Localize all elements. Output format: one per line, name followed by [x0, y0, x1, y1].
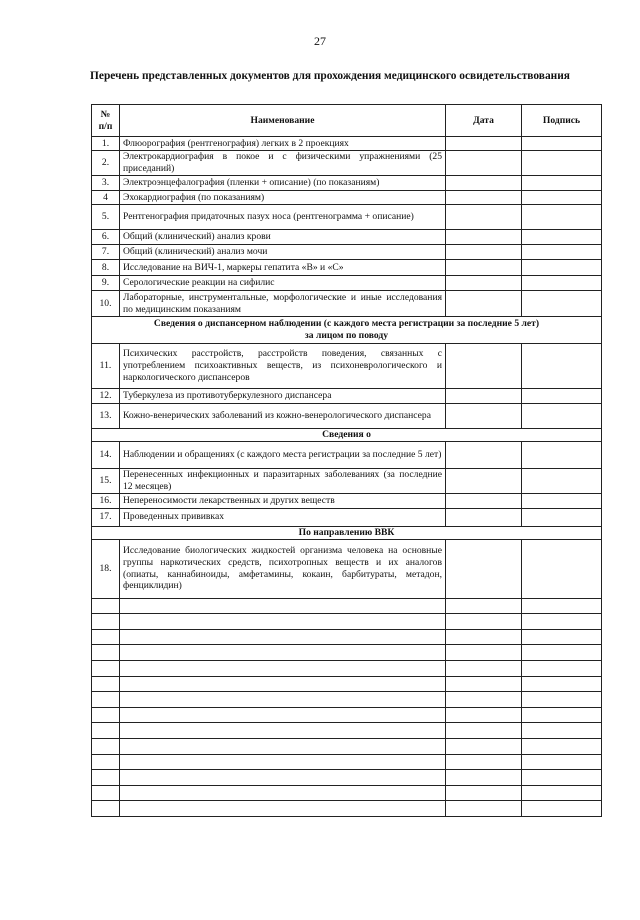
row-number: 3.: [92, 176, 120, 191]
blank-signature-cell[interactable]: [522, 754, 602, 770]
date-cell[interactable]: [446, 291, 522, 317]
date-cell[interactable]: [446, 151, 522, 176]
signature-cell[interactable]: [522, 230, 602, 245]
row-name: Проведенных прививках: [120, 508, 446, 526]
row-number: 4: [92, 191, 120, 205]
blank-date-cell[interactable]: [446, 676, 522, 692]
row-name: Наблюдении и обращениях (с каждого места регистрации за последние 5 лет): [120, 441, 446, 468]
row-number: 13.: [92, 404, 120, 429]
blank-signature-cell[interactable]: [522, 801, 602, 817]
row-number: 16.: [92, 493, 120, 508]
blank-signature-cell[interactable]: [522, 676, 602, 692]
blank-date-cell[interactable]: [446, 629, 522, 645]
row-name: Исследование на ВИЧ-1, маркеры гепатита «В» и «С»: [120, 260, 446, 276]
blank-name-cell[interactable]: [120, 723, 446, 739]
row-number: 9.: [92, 276, 120, 291]
signature-cell[interactable]: [522, 539, 602, 598]
signature-cell[interactable]: [522, 389, 602, 404]
table-row: [92, 245, 602, 260]
blank-signature-cell[interactable]: [522, 738, 602, 754]
row-name: Перенесенных инфекционных и паразитарных заболеваниях (за последние 12 месяцев): [120, 468, 446, 493]
row-name: Кожно-венерических заболеваний из кожно-венерологического диспансера: [120, 404, 446, 429]
blank-number-cell: [92, 754, 120, 770]
row-name: Исследование биологических жидкостей организма человека на основные группы наркотических средств, психотропных веществ и их аналогов (опиаты, каннабиноиды, амфетамины, кокаин, барбитураты, метадон, фенциклидин): [120, 539, 446, 598]
blank-date-cell[interactable]: [446, 770, 522, 786]
table-row: [92, 493, 602, 508]
blank-row: [92, 660, 602, 676]
documents-table: [91, 104, 602, 817]
document-title: Перечень представленных документов для прохождения медицинского освидетельствования: [90, 70, 570, 82]
signature-cell[interactable]: [522, 344, 602, 389]
signature-cell[interactable]: [522, 191, 602, 205]
blank-number-cell: [92, 785, 120, 801]
date-cell[interactable]: [446, 468, 522, 493]
signature-cell[interactable]: [522, 441, 602, 468]
row-name: Непереносимости лекарственных и других веществ: [120, 493, 446, 508]
page-number: 27: [314, 34, 326, 48]
section-row: [92, 317, 602, 344]
blank-name-cell[interactable]: [120, 707, 446, 723]
blank-row: [92, 692, 602, 708]
signature-cell[interactable]: [522, 245, 602, 260]
blank-signature-cell[interactable]: [522, 785, 602, 801]
blank-row: [92, 598, 602, 614]
row-name: Лабораторные, инструментальные, морфологические и иные исследования по медицинским показаниям: [120, 291, 446, 317]
blank-number-cell: [92, 645, 120, 661]
table-body: [92, 137, 602, 817]
signature-cell[interactable]: [522, 205, 602, 230]
section-heading: Сведения о диспансерном наблюдении (с каждого места регистрации за последние 5 лет) за лицом по поводу: [92, 317, 602, 344]
blank-row: [92, 785, 602, 801]
blank-row: [92, 770, 602, 786]
signature-cell[interactable]: [522, 493, 602, 508]
date-cell[interactable]: [446, 389, 522, 404]
blank-date-cell[interactable]: [446, 645, 522, 661]
signature-cell[interactable]: [522, 137, 602, 151]
blank-name-cell[interactable]: [120, 692, 446, 708]
table-header-row: [92, 105, 602, 137]
row-number: 2.: [92, 151, 120, 176]
blank-number-cell: [92, 801, 120, 817]
blank-number-cell: [92, 614, 120, 630]
blank-row: [92, 614, 602, 630]
date-cell[interactable]: [446, 191, 522, 205]
table-row: [92, 441, 602, 468]
blank-date-cell[interactable]: [446, 707, 522, 723]
table-row: [92, 539, 602, 598]
column-header-name: Наименование: [120, 105, 446, 137]
row-number: 5.: [92, 205, 120, 230]
signature-cell[interactable]: [522, 260, 602, 276]
blank-name-cell[interactable]: [120, 801, 446, 817]
row-name: Флюорография (рентгенография) легких в 2 проекциях: [120, 137, 446, 151]
table-row: [92, 276, 602, 291]
blank-name-cell[interactable]: [120, 614, 446, 630]
blank-signature-cell[interactable]: [522, 614, 602, 630]
signature-cell[interactable]: [522, 176, 602, 191]
date-cell[interactable]: [446, 205, 522, 230]
row-number: 12.: [92, 389, 120, 404]
row-number: 6.: [92, 230, 120, 245]
table-row: [92, 260, 602, 276]
section-heading: Сведения о: [92, 429, 602, 442]
row-name: Общий (клинический) анализ мочи: [120, 245, 446, 260]
blank-row: [92, 738, 602, 754]
blank-number-cell: [92, 707, 120, 723]
signature-cell[interactable]: [522, 151, 602, 176]
date-cell[interactable]: [446, 539, 522, 598]
row-name: Рентгенография придаточных пазух носа (рентгенограмма + описание): [120, 205, 446, 230]
blank-date-cell[interactable]: [446, 598, 522, 614]
date-cell[interactable]: [446, 137, 522, 151]
blank-row: [92, 707, 602, 723]
table-row: [92, 389, 602, 404]
blank-name-cell[interactable]: [120, 676, 446, 692]
blank-date-cell[interactable]: [446, 801, 522, 817]
blank-row: [92, 629, 602, 645]
signature-cell[interactable]: [522, 468, 602, 493]
blank-signature-cell[interactable]: [522, 723, 602, 739]
blank-number-cell: [92, 660, 120, 676]
date-cell[interactable]: [446, 344, 522, 389]
row-name: Эхокардиография (по показаниям): [120, 191, 446, 205]
row-name: Серологические реакции на сифилис: [120, 276, 446, 291]
row-number: 18.: [92, 539, 120, 598]
blank-row: [92, 723, 602, 739]
row-name: Электрокардиография в покое и с физическими упражнениями (25 приседаний): [120, 151, 446, 176]
row-name: Электроэнцефалография (пленки + описание) (по показаниям): [120, 176, 446, 191]
table-row: [92, 151, 602, 176]
column-header-signature: Подпись: [522, 105, 602, 137]
blank-row: [92, 676, 602, 692]
blank-signature-cell[interactable]: [522, 770, 602, 786]
row-name: Туберкулеза из противотуберкулезного диспансера: [120, 389, 446, 404]
row-number: 17.: [92, 508, 120, 526]
table-row: [92, 191, 602, 205]
blank-number-cell: [92, 770, 120, 786]
date-cell[interactable]: [446, 508, 522, 526]
blank-number-cell: [92, 676, 120, 692]
blank-signature-cell[interactable]: [522, 598, 602, 614]
blank-name-cell[interactable]: [120, 645, 446, 661]
blank-signature-cell[interactable]: [522, 629, 602, 645]
signature-cell[interactable]: [522, 276, 602, 291]
date-cell[interactable]: [446, 230, 522, 245]
blank-number-cell: [92, 598, 120, 614]
row-number: 14.: [92, 441, 120, 468]
section-row: [92, 526, 602, 539]
blank-signature-cell[interactable]: [522, 645, 602, 661]
blank-date-cell[interactable]: [446, 660, 522, 676]
blank-signature-cell[interactable]: [522, 707, 602, 723]
table-row: [92, 344, 602, 389]
table-row: [92, 176, 602, 191]
row-number: 10.: [92, 291, 120, 317]
table-row: [92, 230, 602, 245]
table-row: [92, 468, 602, 493]
blank-signature-cell[interactable]: [522, 692, 602, 708]
table-row: [92, 205, 602, 230]
column-header-date: Дата: [446, 105, 522, 137]
blank-date-cell[interactable]: [446, 785, 522, 801]
date-cell[interactable]: [446, 276, 522, 291]
blank-number-cell: [92, 738, 120, 754]
table-row: [92, 508, 602, 526]
row-name: Психических расстройств, расстройств поведения, связанных с употреблением психоактивных веществ, из психоневрологического и наркологического диспансеров: [120, 344, 446, 389]
blank-number-cell: [92, 723, 120, 739]
table-row: [92, 404, 602, 429]
blank-number-cell: [92, 629, 120, 645]
date-cell[interactable]: [446, 441, 522, 468]
date-cell[interactable]: [446, 493, 522, 508]
blank-name-cell[interactable]: [120, 629, 446, 645]
blank-name-cell[interactable]: [120, 738, 446, 754]
column-header-number: № п/п: [92, 105, 120, 137]
date-cell[interactable]: [446, 260, 522, 276]
date-cell[interactable]: [446, 245, 522, 260]
blank-name-cell[interactable]: [120, 660, 446, 676]
row-number: 11.: [92, 344, 120, 389]
blank-date-cell[interactable]: [446, 738, 522, 754]
signature-cell[interactable]: [522, 291, 602, 317]
blank-row: [92, 801, 602, 817]
blank-date-cell[interactable]: [446, 614, 522, 630]
row-number: 1.: [92, 137, 120, 151]
table-row: [92, 137, 602, 151]
table-row: [92, 291, 602, 317]
row-number: 15.: [92, 468, 120, 493]
section-row: [92, 429, 602, 442]
blank-name-cell[interactable]: [120, 770, 446, 786]
signature-cell[interactable]: [522, 404, 602, 429]
section-heading: По направлению ВВК: [92, 526, 602, 539]
signature-cell[interactable]: [522, 508, 602, 526]
blank-name-cell[interactable]: [120, 598, 446, 614]
blank-date-cell[interactable]: [446, 692, 522, 708]
blank-row: [92, 754, 602, 770]
row-number: 8.: [92, 260, 120, 276]
row-name: Общий (клинический) анализ крови: [120, 230, 446, 245]
blank-name-cell[interactable]: [120, 754, 446, 770]
blank-name-cell[interactable]: [120, 785, 446, 801]
blank-row: [92, 645, 602, 661]
blank-number-cell: [92, 692, 120, 708]
blank-signature-cell[interactable]: [522, 660, 602, 676]
blank-date-cell[interactable]: [446, 723, 522, 739]
date-cell[interactable]: [446, 176, 522, 191]
blank-date-cell[interactable]: [446, 754, 522, 770]
row-number: 7.: [92, 245, 120, 260]
date-cell[interactable]: [446, 404, 522, 429]
